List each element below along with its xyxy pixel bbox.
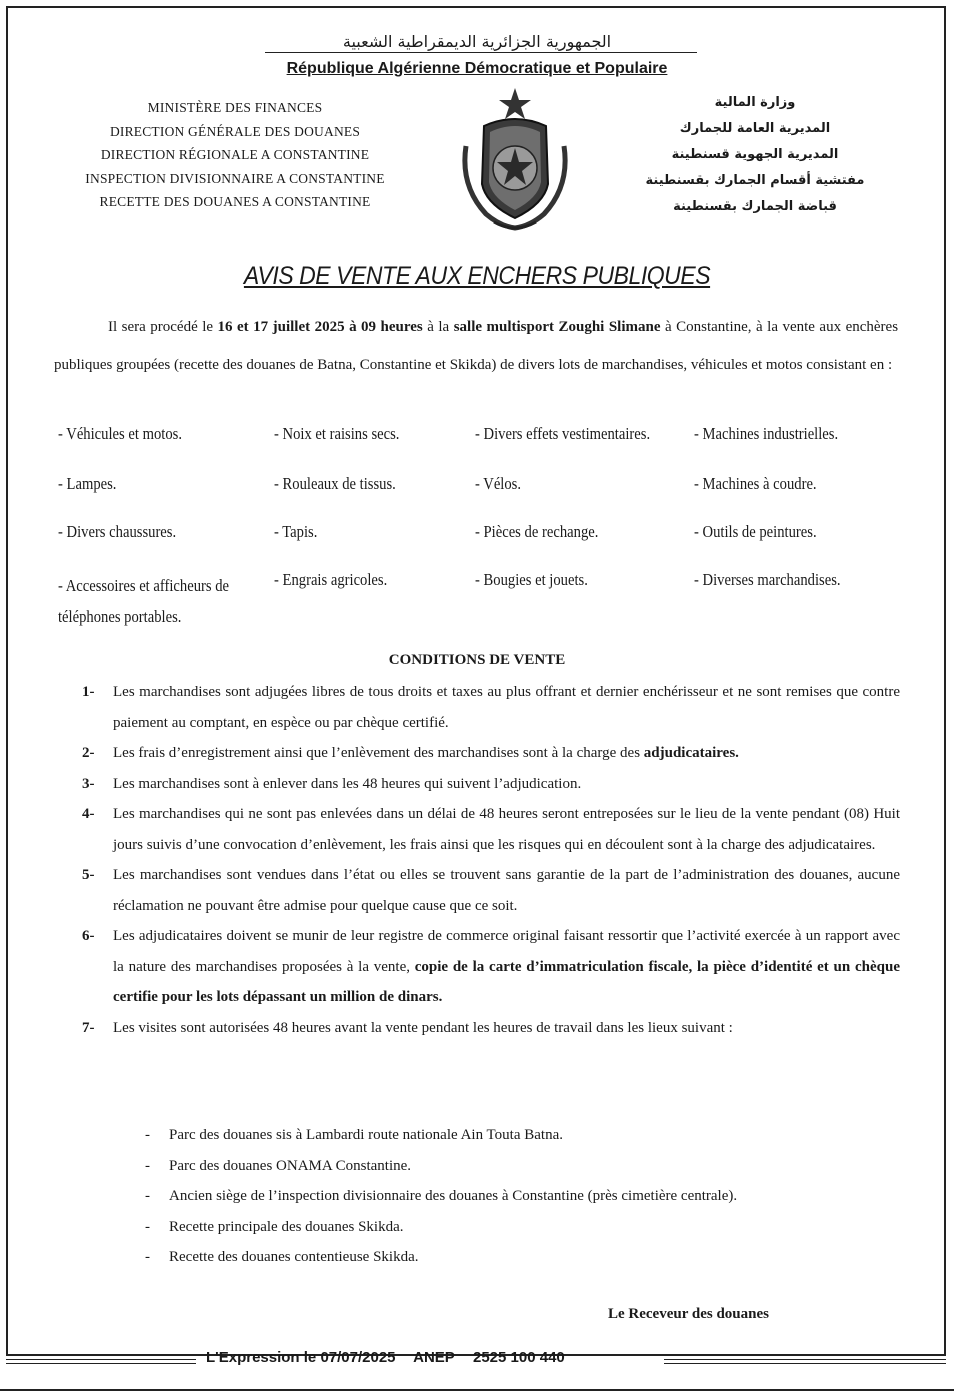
condition-bold-text: copie de la carte d’immatriculation fiscale, la pièce d’identité et un chèque certifie pour les lots dépassant un million de dinars.	[113, 958, 900, 1005]
footer-rule-left	[6, 1359, 196, 1364]
ministry-block-arabic	[630, 90, 880, 220]
notice-title: AVIS DE VENTE AUX ENCHERS PUBLIQUES	[243, 262, 711, 290]
bullet-dash: -	[145, 1218, 150, 1235]
condition-text: Les marchandises sont adjugées libres de tous droits et taxes au plus offrant et dernier enchérisseur et ne sont remises que contre paiement au comptant, en espèce ou par chèque certifié.	[113, 684, 900, 731]
footer-text	[206, 1349, 579, 1366]
signature-line: Le Receveur des douanes	[608, 1306, 769, 1322]
condition-text: Les marchandises sont vendues dans l’état ou elles se trouvent sans garantie de la part de l’administration des douanes, aucune réclamation ne pouvant être admise pour quelque cause que ce soit.	[113, 867, 900, 914]
lot-item: - Accessoires et afficheurs de téléphones portables.	[58, 576, 230, 626]
condition-text: Les frais d’enregistrement ainsi que l’enlèvement des marchandises sont à la charge des	[113, 745, 644, 761]
lot-item: - Divers effets vestimentaires.	[475, 424, 651, 443]
visit-locations	[145, 1120, 905, 1273]
ministry-block-french	[70, 96, 400, 214]
condition-bold-text: adjudicataires.	[643, 745, 739, 761]
condition-text: Les visites sont autorisées 48 heures avant la vente pendant les heures de travail dans les lieux suivant :	[113, 1019, 733, 1036]
ministry-line-ar: المديرية العامة للجمارك	[679, 121, 831, 136]
visit-location-text: Recette des douanes contentieuse Skikda.	[169, 1249, 419, 1265]
condition-text: Les marchandises qui ne sont pas enlevées dans un délai de 48 heures seront entreposées sur le lieu de la vente pendant (08) Huit jours suivis d’une convocation d’enlèvement, les frais ainsi que les risques qui en découlent sont à la charge des adjudicataires.	[113, 806, 900, 853]
ministry-line: RECETTE DES DOUANES A CONSTANTINE	[99, 194, 371, 209]
lot-item: - Engrais agricoles.	[274, 570, 388, 589]
condition-number: 5-	[82, 867, 95, 883]
bullet-dash: -	[145, 1157, 150, 1174]
intro-paragraph	[54, 308, 898, 384]
bullet-dash: -	[145, 1249, 150, 1265]
page-bottom-rule	[0, 1389, 954, 1391]
lot-item: - Divers chaussures.	[58, 522, 177, 541]
customs-emblem-icon	[456, 86, 574, 236]
intro-text: à Constantine, à la vente aux enchères publiques groupées (recette des douanes de Batna, Constantine et Skikda) de divers lots de marchandises, véhicules et motos consistant en :	[54, 319, 899, 373]
lot-item: - Tapis.	[274, 522, 318, 541]
bullet-dash: -	[145, 1188, 150, 1204]
header-divider	[265, 52, 697, 53]
intro-text: à la	[422, 319, 454, 335]
condition-text: Les marchandises sont à enlever dans les 48 heures qui suivent l’adjudication.	[113, 775, 582, 792]
lot-item: - Noix et raisins secs.	[274, 424, 400, 443]
lot-item: - Diverses marchandises.	[694, 570, 841, 589]
lot-item: - Bougies et jouets.	[475, 570, 588, 589]
ministry-line-ar: قباضة الجمارك بقسنطينة	[673, 199, 837, 214]
visit-location-text: Parc des douanes sis à Lambardi route nationale Ain Touta Batna.	[169, 1127, 563, 1143]
ministry-line: DIRECTION GÉNÉRALE DES DOUANES	[109, 123, 361, 139]
visit-location-text: Parc des douanes ONAMA Constantine.	[169, 1157, 412, 1174]
bullet-dash: -	[145, 1127, 150, 1143]
footer-publication: L'Expression le 07/07/2025	[206, 1349, 396, 1366]
visit-location	[145, 1151, 905, 1182]
lot-item: - Machines à coudre.	[694, 474, 817, 493]
condition-number: 2-	[82, 745, 95, 761]
intro-text: Il sera procédé le	[108, 319, 218, 335]
visit-location	[145, 1242, 905, 1273]
header-arabic-title: الجمهورية الجزائرية الديمقراطية الشعبية	[342, 32, 612, 51]
conditions-list	[82, 677, 900, 1043]
footer-reference: 2525 100 440	[473, 1349, 565, 1366]
condition-item	[82, 799, 900, 860]
ministry-line: MINISTÈRE DES FINANCES	[147, 100, 323, 115]
conditions-heading: CONDITIONS DE VENTE	[388, 652, 566, 668]
lot-item: - Outils de peintures.	[694, 522, 817, 541]
condition-item	[82, 860, 900, 921]
ministry-line-ar: مفتشية أقسام الجمارك بقسنطينة	[645, 173, 865, 188]
condition-text: Les adjudicataires doivent se munir de leur registre de commerce original faisant ressortir que l’activité exercée à un rapport avec la nature des marchandises proposées à la vente,	[113, 928, 900, 975]
visit-location	[145, 1120, 905, 1151]
ministry-line-ar: وزارة المالية	[714, 95, 796, 110]
condition-item	[82, 921, 900, 1013]
lot-item: - Vélos.	[475, 474, 522, 493]
footer-rule-right	[664, 1359, 946, 1364]
footer-agency: ANEP	[413, 1349, 455, 1366]
ministry-line: INSPECTION DIVISIONNAIRE A CONSTANTINE	[85, 170, 385, 186]
condition-item	[82, 1013, 900, 1044]
condition-number: 3-	[82, 775, 95, 792]
lot-item: - Rouleaux de tissus.	[274, 474, 396, 493]
condition-item	[82, 769, 900, 800]
visit-location-text: Ancien siège de l’inspection divisionnaire des douanes à Constantine (près cimetière centrale).	[169, 1188, 738, 1204]
condition-number: 4-	[82, 806, 95, 822]
ministry-line-ar: المديرية الجهوية قسنطينة	[671, 147, 839, 162]
condition-number: 7-	[82, 1019, 95, 1036]
visit-location	[145, 1181, 905, 1212]
publication-footer	[6, 1349, 946, 1373]
lot-item: - Lampes.	[58, 474, 117, 493]
condition-number: 6-	[82, 928, 95, 944]
intro-venue: salle multisport Zoughi Slimane	[453, 319, 661, 335]
lot-item: - Véhicules et motos.	[58, 424, 182, 443]
ministry-line: DIRECTION RÉGIONALE A CONSTANTINE	[100, 147, 370, 162]
condition-item	[82, 738, 900, 769]
lot-item: - Pièces de rechange.	[475, 522, 599, 541]
lot-item: - Machines industrielles.	[694, 424, 839, 443]
visit-location-text: Recette principale des douanes Skikda.	[169, 1218, 404, 1235]
visit-location	[145, 1212, 905, 1243]
condition-item	[82, 677, 900, 738]
header-french-title: République Algérienne Démocratique et Populaire	[286, 60, 668, 77]
condition-number: 1-	[82, 684, 95, 700]
intro-date: 16 et 17 juillet 2025 à 09 heures	[217, 319, 423, 335]
